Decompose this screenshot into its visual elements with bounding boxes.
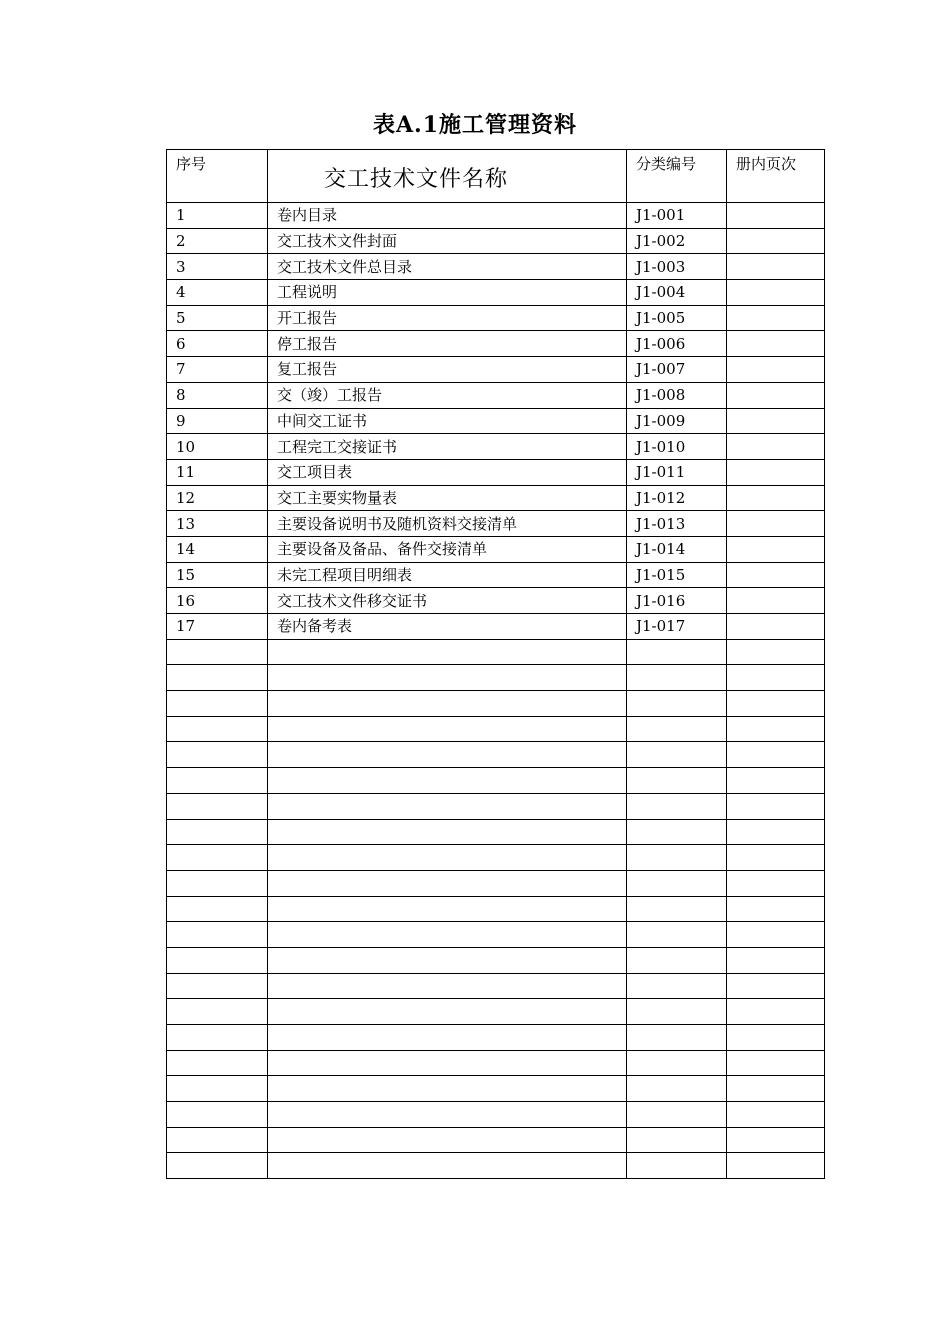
table-row [167, 357, 825, 383]
cell-name [268, 742, 627, 768]
cell-name [268, 768, 627, 794]
cell-code [627, 1076, 727, 1102]
cell-seq [167, 691, 268, 717]
table-row [167, 1127, 825, 1153]
cell-pages [727, 1102, 825, 1128]
table-row [167, 459, 825, 485]
cell-code: J1-013 [627, 511, 727, 537]
cell-pages [727, 665, 825, 691]
cell-code [627, 1153, 727, 1179]
cell-seq: 3 [167, 254, 268, 280]
cell-pages [727, 1076, 825, 1102]
cell-pages [727, 819, 825, 845]
table-row [167, 1102, 825, 1128]
cell-name: 主要设备及备品、备件交接清单 [268, 536, 627, 562]
table-row [167, 896, 825, 922]
table-header-row [167, 150, 825, 203]
cell-code [627, 716, 727, 742]
cell-code: J1-005 [627, 305, 727, 331]
cell-code [627, 793, 727, 819]
cell-pages [727, 536, 825, 562]
cell-seq [167, 768, 268, 794]
cell-seq: 17 [167, 614, 268, 640]
table-row [167, 947, 825, 973]
cell-pages [727, 999, 825, 1025]
cell-code [627, 870, 727, 896]
cell-code: J1-002 [627, 228, 727, 254]
page-title: 表A.1施工管理资料 [372, 112, 578, 138]
cell-code: J1-010 [627, 434, 727, 460]
cell-seq: 9 [167, 408, 268, 434]
cell-pages [727, 228, 825, 254]
cell-pages [727, 768, 825, 794]
table-row [167, 614, 825, 640]
cell-seq: 16 [167, 588, 268, 614]
cell-name: 交工项目表 [268, 459, 627, 485]
table-row [167, 639, 825, 665]
table-row [167, 973, 825, 999]
cell-name [268, 639, 627, 665]
cell-name [268, 845, 627, 871]
cell-seq: 7 [167, 357, 268, 383]
cell-seq [167, 1153, 268, 1179]
cell-code [627, 742, 727, 768]
cell-seq: 6 [167, 331, 268, 357]
table-row [167, 331, 825, 357]
cell-pages [727, 357, 825, 383]
cell-name [268, 947, 627, 973]
cell-seq: 2 [167, 228, 268, 254]
cell-name [268, 1127, 627, 1153]
cell-seq: 8 [167, 382, 268, 408]
header-code: 分类编号 [627, 150, 727, 203]
cell-pages [727, 280, 825, 306]
table-row [167, 665, 825, 691]
cell-pages [727, 382, 825, 408]
cell-pages [727, 588, 825, 614]
cell-pages [727, 254, 825, 280]
cell-code [627, 768, 727, 794]
cell-seq [167, 845, 268, 871]
cell-name: 卷内目录 [268, 203, 627, 229]
cell-name: 交工主要实物量表 [268, 485, 627, 511]
cell-code [627, 1127, 727, 1153]
cell-pages [727, 1153, 825, 1179]
table-row [167, 691, 825, 717]
cell-name: 复工报告 [268, 357, 627, 383]
cell-seq [167, 793, 268, 819]
cell-name [268, 793, 627, 819]
cell-pages [727, 203, 825, 229]
cell-code: J1-017 [627, 614, 727, 640]
cell-seq [167, 1102, 268, 1128]
table-row [167, 999, 825, 1025]
cell-seq [167, 1050, 268, 1076]
table-row [167, 280, 825, 306]
cell-name [268, 870, 627, 896]
cell-seq [167, 973, 268, 999]
cell-code: J1-006 [627, 331, 727, 357]
cell-code: J1-014 [627, 536, 727, 562]
cell-name [268, 665, 627, 691]
table-row [167, 922, 825, 948]
cell-pages [727, 793, 825, 819]
cell-name: 主要设备说明书及随机资料交接清单 [268, 511, 627, 537]
cell-pages [727, 870, 825, 896]
document-index-table [166, 149, 825, 1179]
cell-seq [167, 999, 268, 1025]
cell-name: 工程说明 [268, 280, 627, 306]
cell-name [268, 1076, 627, 1102]
table-row [167, 1153, 825, 1179]
cell-pages [727, 845, 825, 871]
cell-pages [727, 639, 825, 665]
cell-name [268, 922, 627, 948]
table-row [167, 742, 825, 768]
cell-code: J1-007 [627, 357, 727, 383]
cell-name [268, 1102, 627, 1128]
cell-pages [727, 434, 825, 460]
cell-name: 未完工程项目明细表 [268, 562, 627, 588]
cell-name: 交工技术文件移交证书 [268, 588, 627, 614]
cell-code [627, 947, 727, 973]
cell-code [627, 1025, 727, 1051]
cell-name [268, 691, 627, 717]
cell-pages [727, 973, 825, 999]
cell-code [627, 639, 727, 665]
table-row [167, 228, 825, 254]
cell-pages [727, 716, 825, 742]
cell-pages [727, 485, 825, 511]
table-row [167, 305, 825, 331]
cell-code: J1-012 [627, 485, 727, 511]
cell-seq [167, 716, 268, 742]
cell-seq [167, 1127, 268, 1153]
table-row [167, 768, 825, 794]
cell-pages [727, 691, 825, 717]
cell-pages [727, 1127, 825, 1153]
cell-pages [727, 1050, 825, 1076]
cell-pages [727, 408, 825, 434]
header-name: 交工技术文件名称 [268, 150, 627, 203]
cell-code: J1-008 [627, 382, 727, 408]
cell-seq: 1 [167, 203, 268, 229]
cell-pages [727, 947, 825, 973]
cell-name: 开工报告 [268, 305, 627, 331]
cell-seq: 12 [167, 485, 268, 511]
header-seq: 序号 [167, 150, 268, 203]
table-row [167, 716, 825, 742]
table-row [167, 485, 825, 511]
cell-code [627, 1102, 727, 1128]
cell-pages [727, 742, 825, 768]
cell-name [268, 1153, 627, 1179]
cell-seq: 4 [167, 280, 268, 306]
cell-seq [167, 947, 268, 973]
cell-seq [167, 1076, 268, 1102]
cell-name [268, 716, 627, 742]
cell-name [268, 1050, 627, 1076]
table-row [167, 511, 825, 537]
cell-code: J1-001 [627, 203, 727, 229]
cell-code: J1-004 [627, 280, 727, 306]
cell-code [627, 999, 727, 1025]
cell-pages [727, 511, 825, 537]
cell-pages [727, 896, 825, 922]
cell-seq [167, 639, 268, 665]
cell-name: 交（竣）工报告 [268, 382, 627, 408]
cell-name: 卷内备考表 [268, 614, 627, 640]
cell-pages [727, 614, 825, 640]
cell-seq [167, 1025, 268, 1051]
cell-name: 中间交工证书 [268, 408, 627, 434]
cell-seq [167, 819, 268, 845]
cell-pages [727, 331, 825, 357]
table-row [167, 588, 825, 614]
cell-code [627, 922, 727, 948]
table-row [167, 254, 825, 280]
cell-seq: 5 [167, 305, 268, 331]
cell-name: 工程完工交接证书 [268, 434, 627, 460]
cell-code: J1-009 [627, 408, 727, 434]
cell-seq [167, 922, 268, 948]
table-row [167, 562, 825, 588]
cell-code [627, 1050, 727, 1076]
cell-pages [727, 922, 825, 948]
header-pages: 册内页次 [727, 150, 825, 203]
cell-code [627, 845, 727, 871]
table-row [167, 845, 825, 871]
table-row [167, 203, 825, 229]
cell-name [268, 896, 627, 922]
cell-code: J1-011 [627, 459, 727, 485]
cell-code [627, 896, 727, 922]
table-row [167, 793, 825, 819]
table-row [167, 1076, 825, 1102]
cell-name: 停工报告 [268, 331, 627, 357]
cell-pages [727, 305, 825, 331]
table-row [167, 819, 825, 845]
cell-name [268, 819, 627, 845]
cell-name [268, 999, 627, 1025]
cell-seq: 13 [167, 511, 268, 537]
cell-seq: 15 [167, 562, 268, 588]
table-body [167, 203, 825, 1179]
cell-name: 交工技术文件总目录 [268, 254, 627, 280]
cell-code [627, 819, 727, 845]
table-row [167, 536, 825, 562]
cell-seq [167, 665, 268, 691]
table-row [167, 434, 825, 460]
cell-name [268, 1025, 627, 1051]
cell-seq: 14 [167, 536, 268, 562]
table-row [167, 1050, 825, 1076]
cell-pages [727, 459, 825, 485]
table-row [167, 1025, 825, 1051]
cell-seq [167, 870, 268, 896]
cell-seq: 10 [167, 434, 268, 460]
cell-seq [167, 742, 268, 768]
cell-code [627, 665, 727, 691]
cell-code: J1-003 [627, 254, 727, 280]
table-row [167, 408, 825, 434]
table-row [167, 870, 825, 896]
cell-code [627, 691, 727, 717]
cell-pages [727, 1025, 825, 1051]
cell-name [268, 973, 627, 999]
table-row [167, 382, 825, 408]
cell-code: J1-016 [627, 588, 727, 614]
cell-code [627, 973, 727, 999]
cell-code: J1-015 [627, 562, 727, 588]
cell-name: 交工技术文件封面 [268, 228, 627, 254]
cell-seq: 11 [167, 459, 268, 485]
cell-pages [727, 562, 825, 588]
cell-seq [167, 896, 268, 922]
